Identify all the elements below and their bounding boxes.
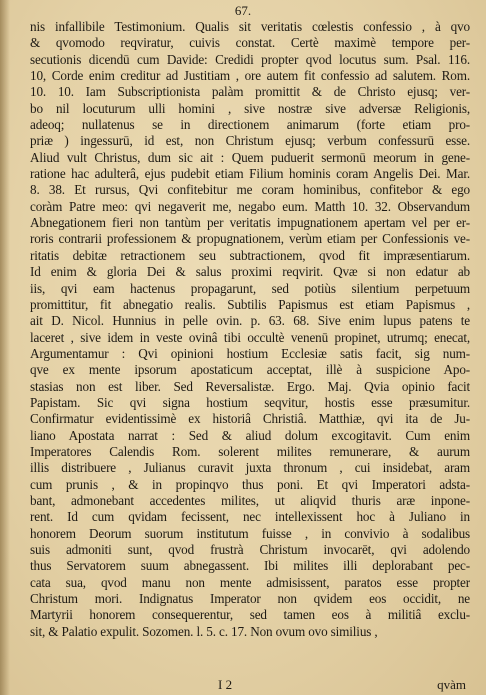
text-line: Id enim & gloria Dei & salus proximi reqvirit. Qvæ si non edatur ab	[30, 264, 470, 280]
text-line: ratione hac adulterâ, ejus pudebit etiam Filium hominis coram Angelis Dei. Mar.	[30, 166, 470, 182]
text-line: 10. 10. Iam Subscriptionista palàm promittit & de Christo ejusq; ver-	[30, 84, 470, 100]
text-line: 8. 38. Et rursus, Qvi confitebitur me coram hominibus, confitebor & ego	[30, 182, 470, 198]
text-line: coràm Patre meo: qvi negaverit me, negabo eum. Matth 10. 32. Observandum	[30, 198, 470, 214]
text-line: bant, admonebant accedentes milites, ut aliqvid thuris aræ inpone-	[30, 492, 470, 508]
text-line: Papistam. Sic qvi signa hostium seqvitur, hostis esse præsumitur.	[30, 394, 470, 410]
text-line: sit, & Palatio expulit. Sozomen. l. 5. c. 17. Non ovum ovo similius ,	[30, 623, 378, 639]
text-line: promittitur, fit abnegatio realis. Subtilis Papismus est etiam Papismus ,	[30, 296, 470, 312]
text-line: cum prunis , & in propinqvo thus poni. Et qvi Imperatori adsta-	[30, 476, 470, 492]
body-text	[30, 19, 470, 640]
text-line: Martyrii honorem consequerentur, sed tamen eos à militiâ exclu-	[30, 607, 470, 623]
text-line: iis, qvi eam hactenus propagarunt, sed potiùs silentium perpetuum	[30, 280, 470, 296]
text-line: Argumentamur : Qvi opinioni hostium Ecclesiæ satis facit, sig num-	[30, 345, 470, 361]
text-line: Abnegationem fieri non tantùm per veritatis impugnationem apertam vel per er-	[30, 215, 470, 231]
text-line: Aliud vult Christus, dum sic ait : Quem puduerit sermonū meorum in gene-	[30, 149, 470, 165]
text-line: cata sua, qvod manu non mente admisissent, paratos esse propter	[30, 574, 470, 590]
text-line: laceret , sive idem in veste ovinâ tibi occultè venenū propinet, utrumq; enecat,	[30, 329, 470, 345]
text-line: secutionis dicendū cum Davide: Credidi propter qvod locutus sum. Psal. 116.	[30, 51, 470, 67]
text-line: rent. Id cum qvidam fecissent, nec intellexissent hoc à Juliano in	[30, 509, 470, 525]
text-line: stasias non est liber. Sed Reversalistæ. Ergo. Maj. Qvia opinio facit	[30, 378, 470, 394]
page-footer	[0, 677, 486, 693]
text-line: bo nil locuturum ulli homini , sive nostræ sive adversæ Religionis,	[30, 100, 470, 116]
text-line: qve ex mente ipsorum apostaticum acceptat, illè à suspicione Apo-	[30, 362, 470, 378]
text-line: Confirmatur evidentissimè ex historiâ Christiâ. Matthiæ, qvi ita de Ju-	[30, 411, 470, 427]
text-line: nis infallibile Testimonium. Qualis sit veritatis cœlestis confessio , à qvo	[30, 19, 470, 34]
catchword: qvàm	[437, 677, 466, 692]
text-line: honorem Deorum suorum institutum fuisse , in convivio à sodalibus	[30, 525, 470, 541]
text-line: Christum mori. Indignatus Imperator non qvidem eos occidit, ne	[30, 591, 470, 607]
text-line: ritatis debitæ retractionem seu subtractionem, qvod fit impræsentiarum.	[30, 247, 470, 263]
text-line: thus Servatorem suum abnegassent. Ibi milites illi deplorabant pec-	[30, 558, 470, 574]
text-line: adeoq; nullatenus se in directionem animarum (forte etiam pro-	[30, 117, 470, 133]
text-line: 10, Corde enim creditur ad Justitiam , ore autem fit confessio ad salutem. Rom.	[30, 68, 470, 84]
text-line: Imperatores Calendis Rom. solerent milites remunerare, & aurum	[30, 443, 470, 459]
text-line: liano Apostata narrat : Sed & aliud dolum excogitavit. Cum enim	[30, 427, 470, 443]
text-line: ait D. Nicol. Hunnius in pelle ovin. p. 63. 68. Sive enim lupus patens te	[30, 313, 470, 329]
text-line: priæ ) ingessurū, id est, non Christum ejusq; verbum confessurū esse.	[30, 133, 470, 149]
text-line: illis distribuere , Julianus curavit juxta thronum , cui insidebat, aram	[30, 460, 470, 476]
signature-mark: I 2	[218, 677, 233, 692]
page-number: 67.	[234, 3, 252, 18]
text-line: suis admoniti sunt, qvod frustrà Christum invocarēt, qvi adolendo	[30, 542, 470, 557]
text-line: roris contrarii professionem & propugnationem, verùm etiam per Confessionis ve-	[30, 231, 470, 247]
text-line: & qvomodo reqviratur, cuivis constat. Certè maximè tempore per-	[30, 35, 470, 51]
